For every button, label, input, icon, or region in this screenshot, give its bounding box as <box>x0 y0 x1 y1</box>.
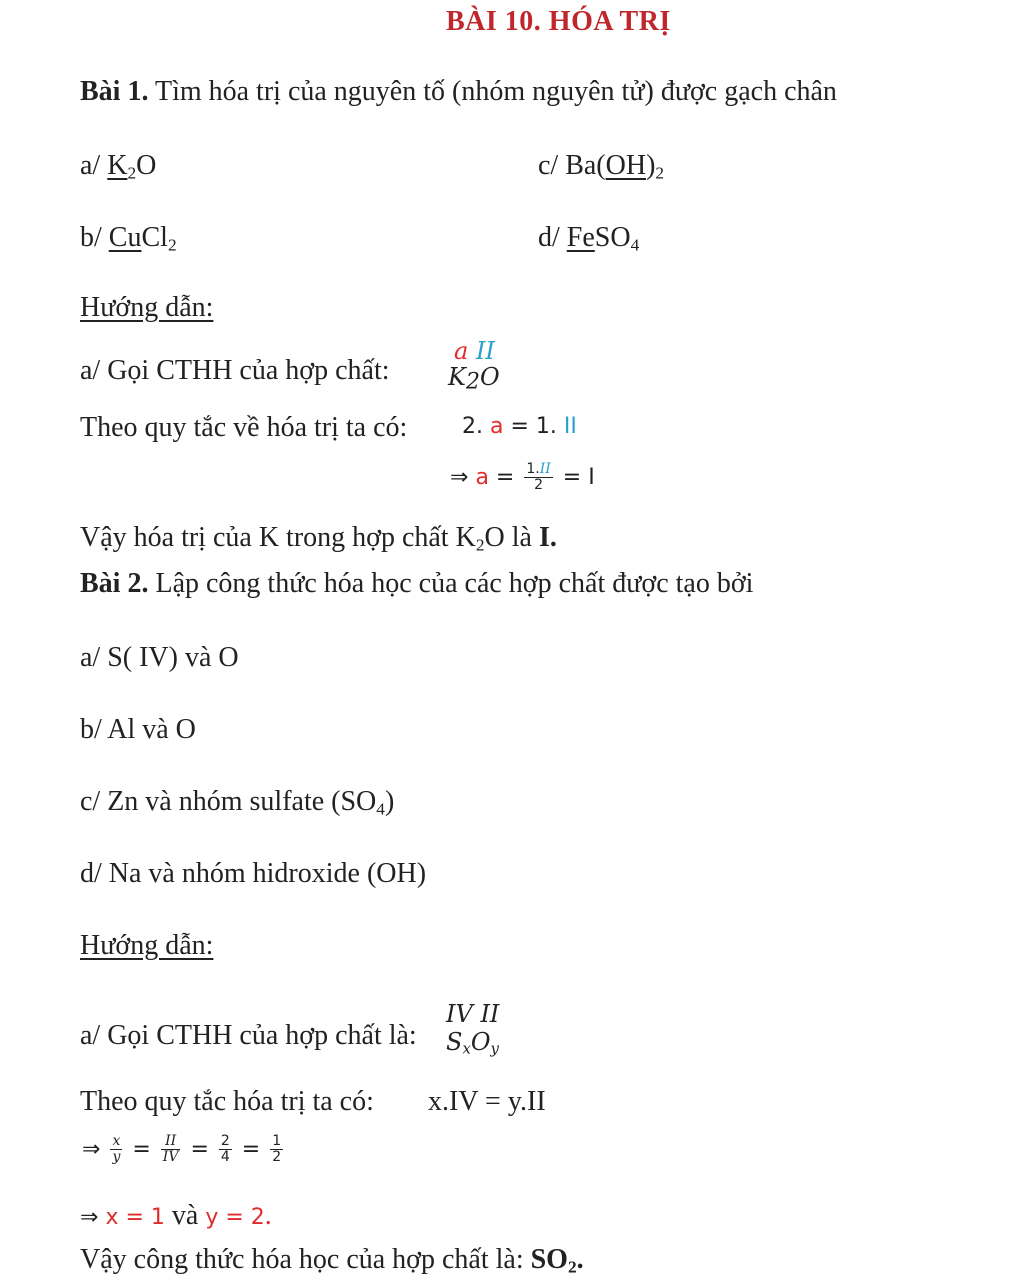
formula-k: K <box>448 363 466 391</box>
valence-ii: II <box>475 337 495 365</box>
formula-y: y <box>490 1039 499 1058</box>
eq-ii: II <box>563 414 577 439</box>
res-eq: = <box>495 464 515 490</box>
exercise-1-label: Bài 1. <box>80 76 149 107</box>
formula-x: x <box>462 1039 471 1058</box>
valence-iv-ii: IV II <box>446 1000 500 1028</box>
item-1a-underlined: K <box>107 150 128 181</box>
item-1a <box>80 150 156 182</box>
eq-left: 2. <box>462 414 483 439</box>
guide-1-heading: Hướng dẫn: <box>80 292 214 323</box>
guide-2-formula <box>446 1000 499 1056</box>
guide-2-conclusion: Vậy công thức hóa học của hợp chất là: $SO_2$. <box>80 1244 584 1277</box>
item-1d-rest: SO <box>594 222 631 253</box>
item-1b-prefix: b/ <box>80 222 102 253</box>
guide-2-equation: x.IV = y.II <box>428 1086 546 1117</box>
item-1a-sub: 2 <box>127 163 137 183</box>
item-1a-prefix: a/ <box>80 150 101 181</box>
guide-2-line-1: a/ Gọi CTHH của hợp chất là: <box>80 1020 417 1051</box>
valence-a: a <box>454 337 469 365</box>
item-1c-rest: ) <box>646 150 656 181</box>
implies-icon: ⇒ <box>450 464 469 490</box>
item-1d <box>538 222 639 254</box>
guide-1-line-1: a/ Gọi CTHH của hợp chất: <box>80 355 390 386</box>
item-1c-sub: 2 <box>655 163 665 183</box>
item-1d-sub: 4 <box>630 235 640 255</box>
eq-a: a <box>490 414 504 439</box>
item-1b <box>80 222 177 254</box>
item-1c <box>538 150 664 182</box>
guide-2-result: ⇒ x = 1 và y = 2. <box>80 1200 272 1231</box>
page-title: BÀI 10. HÓA TRỊ <box>446 6 671 37</box>
guide-1-line-2: Theo quy tắc về hóa trị ta có: <box>80 412 408 443</box>
guide-2-ratio: ⇒ $\frac{x}{y}$ = $\frac{II}{IV}$ = $\frac{2}{4}$ = $\frac{1}{2}$ <box>82 1133 282 1166</box>
item-1d-underlined: Fe <box>566 222 595 253</box>
exercise-1-heading <box>80 76 837 108</box>
res-y: y = 2 <box>205 1205 265 1230</box>
guide-2-line-2: Theo quy tắc hóa trị ta có: <box>80 1086 374 1117</box>
eq-mid: = 1. <box>510 414 557 439</box>
item-1c-underlined: OH <box>605 150 647 181</box>
item-1a-rest: O <box>136 150 157 181</box>
formula-o: O <box>479 363 500 391</box>
fraction: $\frac{1.II}{2}$ <box>526 461 551 494</box>
exercise-2-label: Bài 2. <box>80 568 149 599</box>
implies-icon: ⇒ <box>80 1205 99 1230</box>
item-1c-prefix: c/ Ba( <box>538 150 606 181</box>
item-1b-underlined: Cu <box>108 222 142 253</box>
exercise-2-heading <box>80 568 753 600</box>
formula-o2: O <box>470 1028 491 1056</box>
implies-icon: ⇒ <box>82 1136 101 1162</box>
item-1b-rest: Cl <box>141 222 168 253</box>
exercise-1-prompt: Tìm hóa trị của nguyên tố (nhóm nguyên tử) được gạch chân <box>154 76 837 107</box>
item-1d-prefix: d/ <box>538 222 560 253</box>
guide-1-conclusion: Vậy hóa trị của K trong hợp chất $K_2O$ là I. <box>80 522 557 555</box>
guide-2-heading: Hướng dẫn: <box>80 930 214 961</box>
item-2a: a/ S( IV) và O <box>80 642 239 673</box>
guide-1-result <box>450 462 595 494</box>
formula-s: S <box>446 1028 463 1056</box>
item-1b-sub: 2 <box>167 235 177 255</box>
guide-1-formula <box>448 337 500 395</box>
exercise-2-prompt: Lập công thức hóa học của các hợp chất được tạo bởi <box>155 568 754 599</box>
res-x: x = 1 <box>105 1205 165 1230</box>
item-2b: b/ Al và O <box>80 714 196 745</box>
guide-1-equation <box>462 414 577 439</box>
item-2d: d/ Na và nhóm hidroxide (OH) <box>80 858 427 889</box>
res-val: = I <box>562 464 595 490</box>
formula-k-sub: 2 <box>465 369 480 395</box>
item-2c: c/ Zn và nhóm sulfate $(SO_4)$ <box>80 786 395 819</box>
res-a: a <box>475 464 489 490</box>
